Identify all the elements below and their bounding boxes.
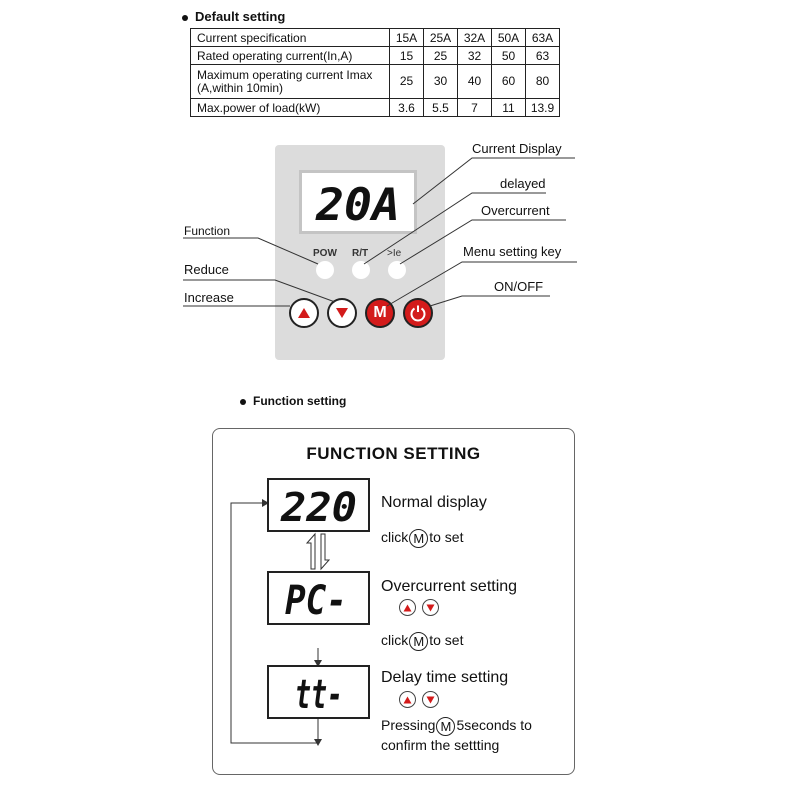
table-cell: 7 — [458, 99, 492, 117]
menu-key-icon: M — [409, 632, 428, 651]
up-button-icon — [399, 691, 416, 708]
callout-overcurrent: Overcurrent — [481, 203, 550, 218]
table-header-cell: 50A — [492, 29, 526, 47]
menu-key-letter: M — [373, 304, 387, 321]
table-header-cell: 15A — [390, 29, 424, 47]
table-header-cell: 63A — [526, 29, 560, 47]
led-label-pow: POW — [313, 248, 337, 259]
table-header-cell: 25A — [424, 29, 458, 47]
function-setting-heading: Function setting — [240, 394, 346, 408]
up-button-icon — [399, 599, 416, 616]
callout-current-display: Current Display — [472, 141, 562, 156]
callout-on-off: ON/OFF — [494, 279, 544, 294]
callout-function: Function — [184, 224, 231, 238]
table-cell: 11 — [492, 99, 526, 117]
up-arrow-icon — [403, 696, 412, 704]
callout-menu-setting-key: Menu setting key — [463, 244, 562, 259]
callout-reduce: Reduce — [184, 262, 229, 277]
step-normal-display-label: Normal display — [381, 494, 487, 511]
default-setting-heading: Default setting — [182, 9, 285, 24]
double-arrow-down-icon — [321, 534, 329, 569]
table-cell: 30 — [424, 65, 458, 99]
down-arrow-icon — [426, 604, 435, 612]
table-cell: 25 — [390, 65, 424, 99]
table-row-label: Max.power of load(kW) — [191, 99, 390, 117]
callout-delayed: delayed — [500, 176, 546, 191]
menu-key-icon: M — [436, 717, 455, 736]
menu-key-icon: M — [409, 529, 428, 548]
table-header-cell: Current specification — [191, 29, 390, 47]
overcurrent-setting-value: PC- — [285, 578, 347, 623]
callout-increase: Increase — [184, 290, 234, 305]
step-overcurrent-note: click M to set — [381, 632, 464, 649]
step-overcurrent-label: Overcurrent setting — [381, 578, 518, 595]
table-row-label: Rated operating current(In,A) — [191, 47, 390, 65]
table-row-label-line1: Maximum operating current Imax — [197, 67, 373, 82]
table-header-cell: 32A — [458, 29, 492, 47]
table-cell: 40 — [458, 65, 492, 99]
led-label-rt: R/T — [352, 248, 369, 259]
up-arrow-icon — [403, 604, 412, 612]
table-cell: 60 — [492, 65, 526, 99]
delay-time-setting-value: tt- — [295, 672, 343, 717]
down-button-icon — [422, 691, 439, 708]
step-normal-display-note: click M to set — [381, 529, 464, 546]
table-cell: 13.9 — [526, 99, 560, 117]
table-cell: 32 — [458, 47, 492, 65]
down-arrow-icon — [426, 696, 435, 704]
overcurrent-setting-screen — [267, 571, 370, 625]
table-cell: 3.6 — [390, 99, 424, 117]
table-cell: 50 — [492, 47, 526, 65]
step-delay-time-note: Pressing M 5seconds to confirm the settting — [381, 717, 532, 753]
table-cell: 80 — [526, 65, 560, 99]
down-button-icon — [422, 599, 439, 616]
current-display-value: 20A — [314, 180, 400, 231]
normal-display-value: 220 — [279, 485, 357, 530]
table-cell: 63 — [526, 47, 560, 65]
led-label-overcurrent: >Ie — [387, 248, 402, 259]
delay-time-setting-screen — [267, 665, 370, 719]
table-cell: 25 — [424, 47, 458, 65]
table-cell: 15 — [390, 47, 424, 65]
table-cell: 5.5 — [424, 99, 458, 117]
step-delay-time-label: Delay time setting — [381, 669, 509, 686]
table-row-label-line2: (A,within 10min) — [197, 80, 284, 95]
double-arrow-up-icon — [307, 534, 315, 569]
function-setting-title: FUNCTION SETTING — [306, 444, 481, 463]
normal-display-screen — [267, 478, 370, 532]
